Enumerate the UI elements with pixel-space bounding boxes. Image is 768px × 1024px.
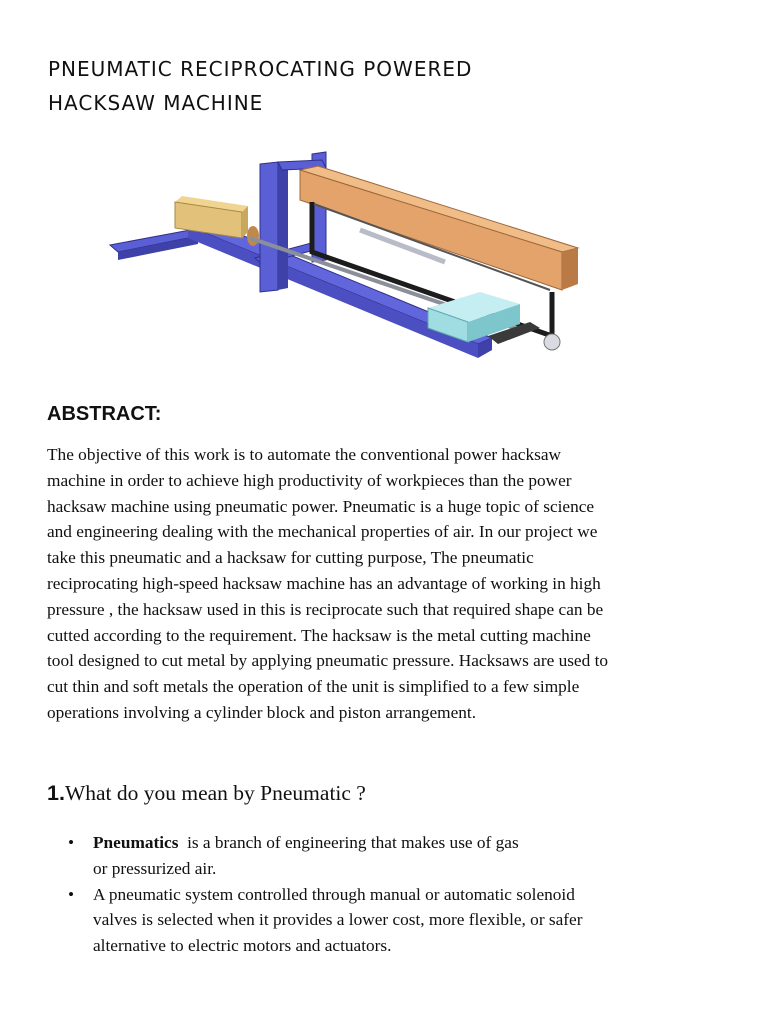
bullet-continuation: alternative to electric motors and actuators. (93, 936, 392, 956)
abstract-line: and engineering dealing with the mechanical properties of air. In our project we (47, 522, 598, 542)
clamp-wheel (544, 334, 560, 350)
abstract-line: machine in order to achieve high productivity of workpieces than the power (47, 470, 572, 490)
abstract-line: take this pneumatic and a hacksaw for cutting purpose, The pneumatic (47, 548, 534, 568)
title-line-1: PNEUMATIC RECIPROCATING POWERED (48, 57, 473, 81)
abstract-paragraph (47, 442, 727, 726)
abstract-heading: ABSTRACT: (47, 403, 162, 425)
bullet-continuation: valves is selected when it provides a lower cost, more flexible, or safer (93, 910, 583, 930)
arm-front (300, 170, 562, 290)
title-line-2: HACKSAW MACHINE (48, 91, 264, 115)
list-item (68, 882, 708, 959)
bullet-icon: • (68, 833, 75, 852)
arm-end (562, 248, 578, 290)
abstract-line: The objective of this work is to automate the conventional power hacksaw (47, 445, 561, 464)
abstract-line: tool designed to cut metal by applying pneumatic pressure. Hacksaws are used to (47, 651, 609, 671)
abstract-line: operations involving a cylinder block and piston arrangement. (47, 702, 477, 722)
bullet-first-line (93, 830, 708, 856)
bullet-text: is a branch of engineering that makes use of gas (178, 833, 519, 852)
question-heading (47, 778, 366, 808)
bullet-continuation: or pressurized air. (93, 858, 217, 878)
abstract-line: cutted according to the requirement. The hacksaw is the metal cutting machine (47, 625, 591, 645)
column-front (260, 162, 278, 292)
abstract-line: pressure , the hacksaw used in this is reciprocate such that required shape can be (47, 599, 604, 619)
document-title (48, 52, 728, 120)
bullet-bold-term: Pneumatics (93, 833, 179, 852)
question-text: What do you mean by Pneumatic ? (64, 781, 366, 805)
abstract-line: cut thin and soft metals the operation of the unit is simplified to a few simple (47, 677, 580, 697)
bullet-list (68, 830, 708, 959)
bullet-icon: • (68, 884, 75, 904)
abstract-line: reciprocating high-speed hacksaw machine has an advantage of working in high (47, 573, 601, 593)
list-item (68, 830, 708, 882)
abstract-line: hacksaw machine using pneumatic power. Pneumatic is a huge topic of science (47, 496, 595, 516)
hacksaw-machine-illustration (100, 140, 580, 380)
column-side (278, 162, 288, 290)
question-number: 1. (47, 781, 65, 805)
cylinder-cap (247, 226, 259, 246)
bullet-first-line: A pneumatic system controlled through manual or automatic solenoid (93, 884, 575, 904)
